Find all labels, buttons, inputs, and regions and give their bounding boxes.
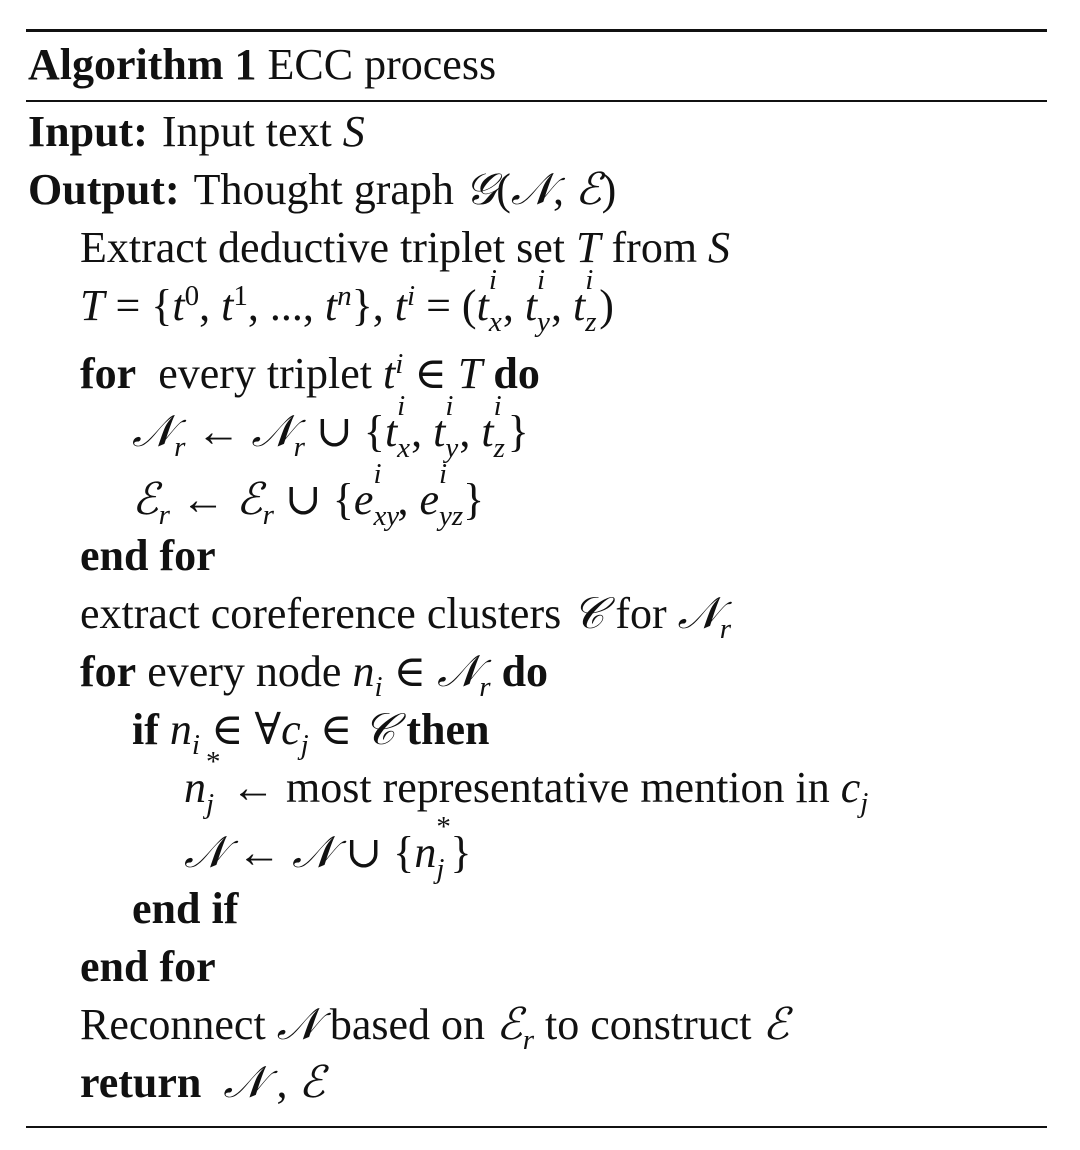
algorithm-label: Algorithm 1	[28, 40, 257, 89]
step-for-triplets: for every triplet $t^i$ ∈ T do	[80, 348, 540, 398]
step-end-for-1: end for	[80, 531, 216, 580]
step-node-add: 𝒩 ← 𝒩 ∪ {n * j }	[184, 811, 472, 885]
step-for-nodes: for every node $n_i$ ∈ 𝒩$_r$ do	[80, 646, 549, 704]
output-line: Output: Thought graph 𝒢(𝒩, ℰ)	[28, 164, 617, 215]
output-text: Thought graph	[193, 165, 454, 214]
step-representative: n * j ← most representative mention in $c_j$	[184, 746, 869, 820]
header-rule	[26, 100, 1047, 102]
step-end-if: end if	[132, 884, 239, 933]
input-text: Input text	[161, 107, 332, 156]
step-extract-clusters: extract coreference clusters 𝒞 for 𝒩$_r$	[80, 588, 732, 646]
step-return: return 𝒩 , ℰ	[80, 1057, 326, 1108]
step-edge-update: ℰ$_r$ ← ℰ$_r$ ∪ {e i xy , e i yz }	[132, 458, 485, 532]
input-label: Input:	[28, 107, 148, 156]
output-label: Output:	[28, 165, 180, 214]
input-line: Input: Input text S	[28, 107, 365, 156]
step-end-for-2: end for	[80, 942, 216, 991]
bottom-rule	[26, 1126, 1047, 1128]
algorithm-caption	[28, 36, 496, 94]
top-rule	[26, 29, 1047, 32]
step-if-cluster: if $n_i$ ∈ $\forall c_j$ ∈ 𝒞 then	[132, 704, 490, 762]
step-reconnect: Reconnect 𝒩 based on ℰ$_r$ to construct ℰ	[80, 999, 790, 1057]
step-extract-triplets: Extract deductive triplet set T from S	[80, 223, 731, 272]
step-node-update: 𝒩$_r$ ← 𝒩$_r$ ∪ {t i x , t i y , t i z }	[132, 390, 529, 464]
step-triplet-definition: $T = \{t^0$, $t^1$, ..., $t^n$}, $t^i = (t$ i x , t i y , t i z )	[80, 264, 614, 338]
algorithm-title: ECC process	[267, 40, 497, 89]
